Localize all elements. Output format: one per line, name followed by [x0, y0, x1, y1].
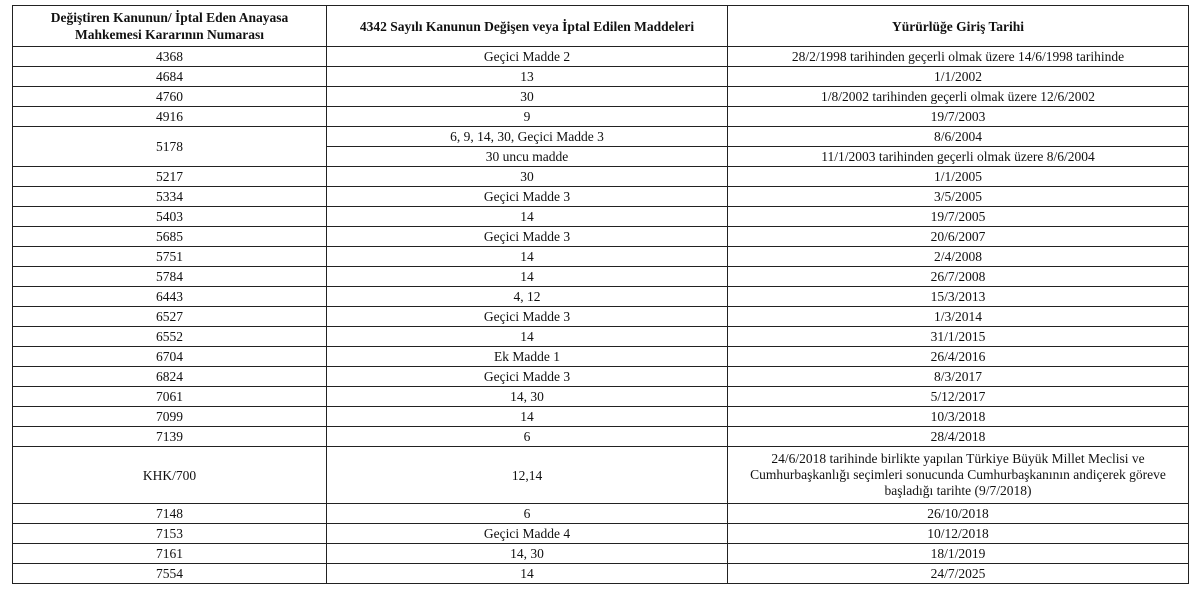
amendment-table [12, 5, 1189, 584]
effective-date-cell: 8/6/2004 [728, 127, 1189, 147]
effective-date-cell: 15/3/2013 [728, 287, 1189, 307]
effective-date-cell: 1/8/2002 tarihinden geçerli olmak üzere 12/6/2002 [728, 87, 1189, 107]
table-row [13, 564, 1189, 584]
effective-date-cell: 20/6/2007 [728, 227, 1189, 247]
amended-articles-cell: 14 [327, 207, 728, 227]
law-number-cell: 5685 [13, 227, 327, 247]
law-number-cell: 7139 [13, 427, 327, 447]
amended-articles-cell: Ek Madde 1 [327, 347, 728, 367]
table-row [13, 544, 1189, 564]
amended-articles-cell: 12,14 [327, 447, 728, 504]
amended-articles-cell: Geçici Madde 3 [327, 227, 728, 247]
table-row [13, 127, 1189, 147]
amended-articles-cell: 14 [327, 267, 728, 287]
law-number-cell: 7061 [13, 387, 327, 407]
table-row [13, 167, 1189, 187]
amended-articles-cell: 14 [327, 327, 728, 347]
amended-articles-cell: 4, 12 [327, 287, 728, 307]
header-law-number: Değiştiren Kanunun/ İptal Eden Anayasa Mahkemesi Kararının Numarası [13, 6, 327, 47]
effective-date-cell: 8/3/2017 [728, 367, 1189, 387]
law-number-cell: 4684 [13, 67, 327, 87]
amended-articles-cell: 14, 30 [327, 387, 728, 407]
law-number-cell: 7161 [13, 544, 327, 564]
law-number-cell: 5178 [13, 127, 327, 167]
amended-articles-cell: Geçici Madde 3 [327, 187, 728, 207]
effective-date-cell: 26/4/2016 [728, 347, 1189, 367]
law-number-cell: 6824 [13, 367, 327, 387]
amended-articles-cell: 30 [327, 167, 728, 187]
amendment-table-container [12, 5, 1189, 584]
effective-date-cell: 1/1/2002 [728, 67, 1189, 87]
table-body [13, 47, 1189, 584]
table-row [13, 207, 1189, 227]
table-row [13, 107, 1189, 127]
law-number-cell: 5784 [13, 267, 327, 287]
effective-date-cell: 10/12/2018 [728, 524, 1189, 544]
amended-articles-cell: 13 [327, 67, 728, 87]
amended-articles-cell: Geçici Madde 3 [327, 307, 728, 327]
table-row [13, 447, 1189, 504]
law-number-cell: 5217 [13, 167, 327, 187]
table-row [13, 407, 1189, 427]
effective-date-cell: 3/5/2005 [728, 187, 1189, 207]
law-number-cell: 4368 [13, 47, 327, 67]
effective-date-cell: 26/7/2008 [728, 267, 1189, 287]
amended-articles-cell: 6 [327, 427, 728, 447]
law-number-cell: KHK/700 [13, 447, 327, 504]
amended-articles-cell: 6 [327, 504, 728, 524]
amended-articles-cell: 14 [327, 407, 728, 427]
amended-articles-cell: 30 uncu madde [327, 147, 728, 167]
table-row [13, 67, 1189, 87]
effective-date-cell: 10/3/2018 [728, 407, 1189, 427]
law-number-cell: 5334 [13, 187, 327, 207]
law-number-cell: 7554 [13, 564, 327, 584]
amended-articles-cell: 6, 9, 14, 30, Geçici Madde 3 [327, 127, 728, 147]
effective-date-cell: 24/7/2025 [728, 564, 1189, 584]
effective-date-cell: 28/2/1998 tarihinden geçerli olmak üzere 14/6/1998 tarihinde [728, 47, 1189, 67]
effective-date-cell: 26/10/2018 [728, 504, 1189, 524]
law-number-cell: 7099 [13, 407, 327, 427]
table-row [13, 307, 1189, 327]
table-row [13, 47, 1189, 67]
table-row [13, 427, 1189, 447]
effective-date-cell: 5/12/2017 [728, 387, 1189, 407]
header-amended-articles: 4342 Sayılı Kanunun Değişen veya İptal Edilen Maddeleri [327, 6, 728, 47]
law-number-cell: 7148 [13, 504, 327, 524]
effective-date-cell: 31/1/2015 [728, 327, 1189, 347]
table-row [13, 524, 1189, 544]
table-row [13, 327, 1189, 347]
table-row [13, 387, 1189, 407]
law-number-cell: 4916 [13, 107, 327, 127]
effective-date-cell: 28/4/2018 [728, 427, 1189, 447]
effective-date-cell: 1/1/2005 [728, 167, 1189, 187]
header-effective-date: Yürürlüğe Giriş Tarihi [728, 6, 1189, 47]
table-row [13, 367, 1189, 387]
table-row [13, 87, 1189, 107]
law-number-cell: 6552 [13, 327, 327, 347]
law-number-cell: 5403 [13, 207, 327, 227]
effective-date-cell: 1/3/2014 [728, 307, 1189, 327]
amended-articles-cell: 9 [327, 107, 728, 127]
amended-articles-cell: Geçici Madde 4 [327, 524, 728, 544]
law-number-cell: 7153 [13, 524, 327, 544]
table-row [13, 227, 1189, 247]
table-row [13, 247, 1189, 267]
amended-articles-cell: 30 [327, 87, 728, 107]
table-row [13, 187, 1189, 207]
effective-date-cell: 18/1/2019 [728, 544, 1189, 564]
table-row [13, 287, 1189, 307]
law-number-cell: 5751 [13, 247, 327, 267]
amended-articles-cell: Geçici Madde 2 [327, 47, 728, 67]
table-row [13, 504, 1189, 524]
amended-articles-cell: 14, 30 [327, 544, 728, 564]
amended-articles-cell: 14 [327, 247, 728, 267]
effective-date-cell: 11/1/2003 tarihinden geçerli olmak üzere 8/6/2004 [728, 147, 1189, 167]
effective-date-cell: 19/7/2005 [728, 207, 1189, 227]
table-header-row [13, 6, 1189, 47]
law-number-cell: 6527 [13, 307, 327, 327]
effective-date-cell: 2/4/2008 [728, 247, 1189, 267]
law-number-cell: 6443 [13, 287, 327, 307]
effective-date-cell: 24/6/2018 tarihinde birlikte yapılan Türkiye Büyük Millet Meclisi ve Cumhurbaşkanlığı seçimleri sonucunda Cumhurbaşkanının andiçerek göreve başladığı tarihte (9/7/2018) [728, 447, 1189, 504]
amended-articles-cell: Geçici Madde 3 [327, 367, 728, 387]
law-number-cell: 4760 [13, 87, 327, 107]
effective-date-cell: 19/7/2003 [728, 107, 1189, 127]
table-row [13, 267, 1189, 287]
law-number-cell: 6704 [13, 347, 327, 367]
amended-articles-cell: 14 [327, 564, 728, 584]
table-row [13, 347, 1189, 367]
